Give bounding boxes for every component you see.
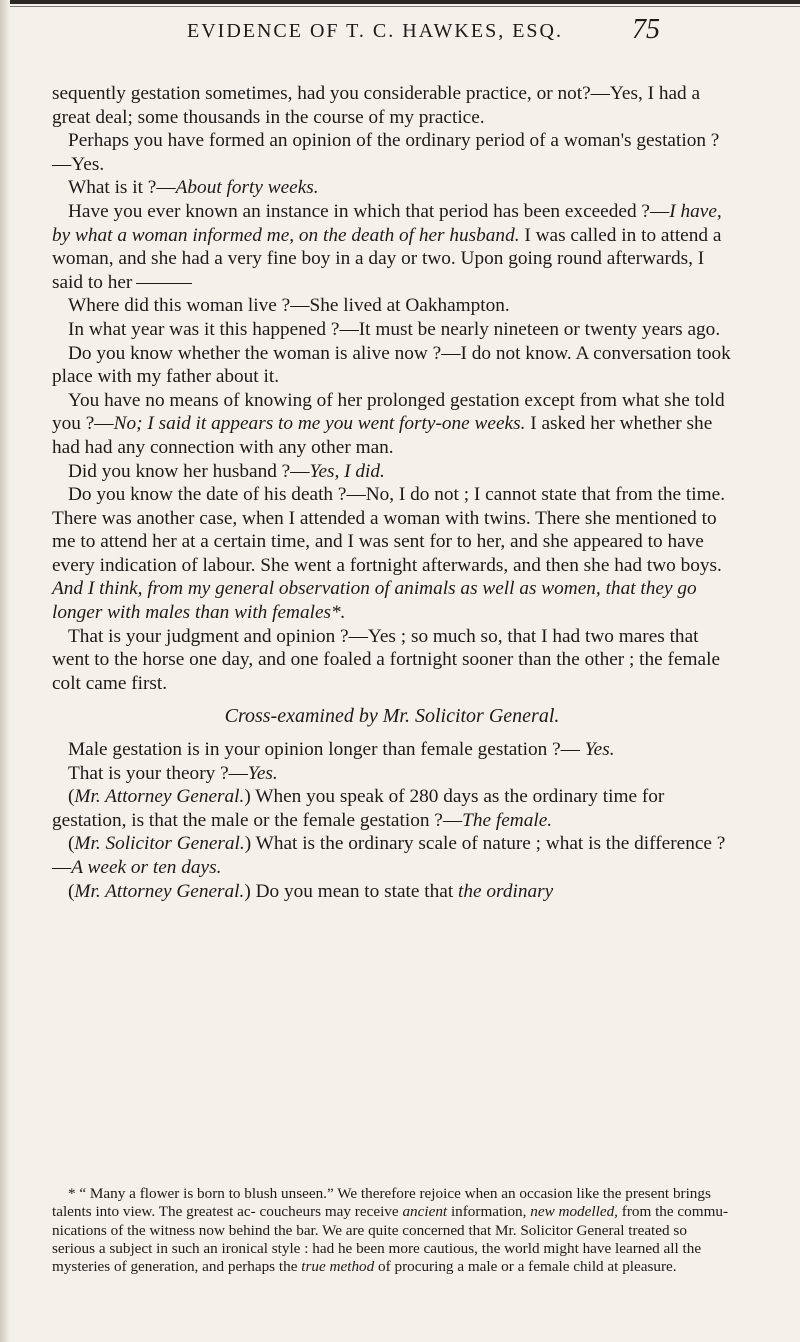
text-run: Cross-examined by Mr. Solicitor General. bbox=[224, 705, 560, 728]
paragraph bbox=[52, 389, 732, 460]
text-run: You have no means of knowing of her prolonged gestation except from what she told you ?— bbox=[52, 389, 725, 435]
top-border-thin-rule bbox=[0, 6, 800, 7]
italic-run: new modelled, bbox=[530, 1203, 618, 1221]
italic-run: And I think, from my general observation of animals as well as women, that they go longer with males than with females*. bbox=[52, 578, 697, 624]
text-run: sequently gestation sometimes, had you considerable practice, or not?—Yes, I had a great deal; some thousands in the course of my practice. bbox=[52, 83, 701, 128]
paragraph bbox=[52, 785, 732, 832]
page-header bbox=[140, 12, 660, 52]
italic-run: About forty weeks. bbox=[175, 177, 319, 199]
text-run: That is your theory ?— bbox=[68, 762, 248, 784]
paragraph bbox=[52, 880, 732, 904]
italic-run: A week or ten days. bbox=[71, 857, 222, 878]
text-run: * “ Many a flower is born to blush unseen.” We therefore rejoice when an occasion like the present brings talents into view. The greatest ac- coucheurs may receive bbox=[52, 1185, 711, 1221]
text-run: In what year was it this happened ?—It must be nearly nineteen or twenty years ago. bbox=[68, 318, 721, 340]
paragraph bbox=[52, 176, 732, 200]
italic-run: Mr. Attorney General. bbox=[74, 786, 245, 808]
paragraph bbox=[52, 460, 732, 484]
paragraph bbox=[52, 738, 732, 762]
paragraph bbox=[52, 625, 732, 696]
text-run: information, bbox=[447, 1203, 531, 1221]
footnote bbox=[52, 1185, 732, 1276]
text-run: Where did this woman live ?—She lived at Oakhampton. bbox=[68, 295, 510, 317]
text-run: What is it ?— bbox=[68, 177, 176, 199]
page-number: 75 bbox=[632, 14, 660, 45]
italic-run: Yes, I did. bbox=[309, 460, 385, 482]
italic-run: The female. bbox=[462, 809, 553, 831]
italic-run: Yes. bbox=[247, 762, 278, 784]
paragraph bbox=[52, 82, 732, 129]
italic-run: I have, by what a woman informed me, on the death of her husband. bbox=[52, 200, 722, 246]
paragraph bbox=[52, 200, 732, 294]
paragraph bbox=[52, 832, 732, 879]
body-text bbox=[52, 82, 732, 903]
text-run: Do you know the date of his death ?—No, I do not ; I cannot state that from the time. There was another case, when I attended a woman with twins. There she mentioned to me to attend her at a certain time, and I was sent for to her, and she appeared to have every indication of labour. She went a fortnight afterwards, and then she had two boys. bbox=[52, 484, 726, 576]
interruption-dash bbox=[136, 283, 192, 284]
text-run: I was called in to attend a woman, and she had a very fine boy in a day or two. Upon going round afterwards, I said to her bbox=[52, 224, 722, 293]
paragraph bbox=[52, 294, 732, 318]
text-run: Have you ever known an instance in which that period has been exceeded ?— bbox=[68, 200, 670, 222]
italic-run: Mr. Solicitor General. bbox=[74, 833, 245, 855]
italic-run: Yes. bbox=[584, 739, 615, 761]
page-binding-edge bbox=[0, 0, 10, 1342]
italic-run: Mr. Attorney General. bbox=[74, 880, 245, 902]
text-run: ( bbox=[68, 833, 75, 855]
paragraph bbox=[52, 762, 732, 786]
italic-run: the ordinary bbox=[458, 880, 554, 902]
text-run: ( bbox=[68, 786, 75, 808]
text-run: ) Do you mean to state that bbox=[244, 880, 459, 902]
running-title: EVIDENCE OF T. C. HAWKES, ESQ. bbox=[187, 20, 563, 42]
text-run: I asked her whether she had had any connection with any other man. bbox=[52, 413, 713, 458]
text-run: That is your judgment and opinion ?—Yes ; so much so, that I had two mares that went to the horse one day, and one foaled a fortnight sooner than the other ; the female colt came first. bbox=[52, 625, 721, 694]
text-run: Perhaps you have formed an opinion of the ordinary period of a woman's gestation ?—Yes. bbox=[52, 130, 720, 175]
text-run: Male gestation is in your opinion longer than female gestation ?— bbox=[68, 739, 585, 761]
top-border-rule bbox=[0, 0, 800, 4]
text-run: from the commu- nications of the witness now behind the bar. We are quite concerned that Mr. Solicitor General treated so serious a subject in such an ironical style : had he been more cautious, the world might have learned all the mysteries of generation, and perhaps the bbox=[52, 1203, 729, 1276]
paragraph bbox=[52, 129, 732, 176]
paragraph bbox=[52, 342, 732, 389]
section-heading bbox=[52, 705, 732, 729]
text-run: of procuring a male or a female child at pleasure. bbox=[374, 1258, 677, 1276]
text-run: Do you know whether the woman is alive now ?—I do not know. A conversation took place with my father about it. bbox=[52, 342, 731, 388]
footnote-paragraph bbox=[52, 1185, 732, 1276]
text-run: ( bbox=[68, 880, 75, 902]
italic-run: No; I said it appears to me you went forty-one weeks. bbox=[113, 413, 526, 435]
text-run: ) What is the ordinary scale of nature ; what is the difference ?— bbox=[52, 833, 726, 878]
italic-run: true method bbox=[301, 1258, 375, 1276]
paragraph bbox=[52, 483, 732, 625]
paragraph bbox=[52, 318, 732, 342]
text-run: ) When you speak of 280 days as the ordinary time for gestation, is that the male or the female gestation ?— bbox=[52, 786, 665, 831]
italic-run: ancient bbox=[402, 1203, 448, 1221]
text-run: Did you know her husband ?— bbox=[68, 460, 310, 482]
